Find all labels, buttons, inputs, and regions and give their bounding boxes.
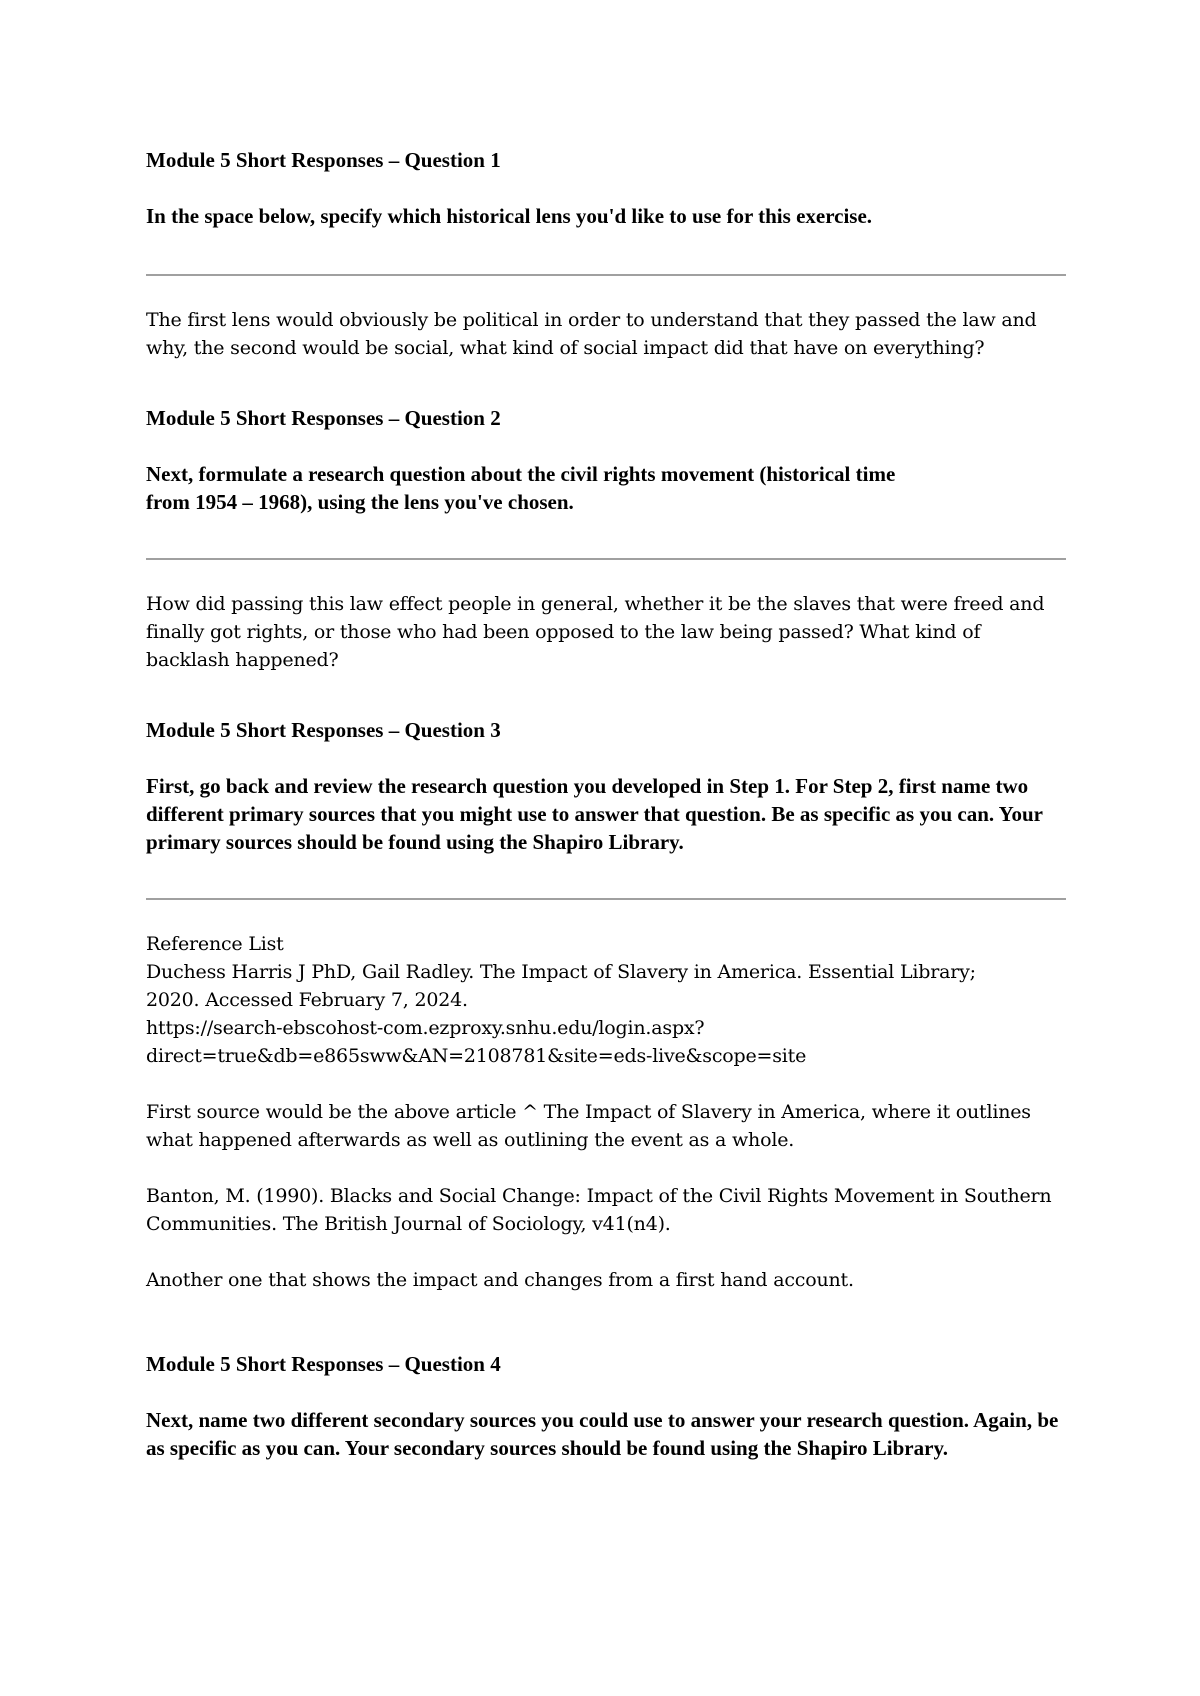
document-page <box>146 130 1066 1462</box>
reference-entry-line-2: 2020. Accessed February 7, 2024. <box>146 989 468 1011</box>
question-2-prompt-line-2: from 1954 – 1968), using the lens you've chosen. <box>146 490 574 514</box>
question-4-heading: Module 5 Short Responses – Question 4 <box>146 1352 501 1376</box>
question-3-divider <box>146 898 1066 900</box>
question-2-answer: How did passing this law effect people in general, whether it be the slaves that were freed and finally got rights, or those who had been opposed to the law being passed? What kind of backlash happened? <box>146 593 1045 671</box>
question-2-heading: Module 5 Short Responses – Question 2 <box>146 406 501 430</box>
reference-list-title: Reference List <box>146 933 284 955</box>
question-3-answer <box>146 930 1066 1294</box>
reference-entry-line-1: Duchess Harris J PhD, Gail Radley. The Impact of Slavery in America. Essential Library; <box>146 961 976 983</box>
question-3-prompt: First, go back and review the research question you developed in Step 1. For Step 2, first name two different primary sources that you might use to answer that question. Be as specific as you can. Your primary sources should be found using the Shapiro Library. <box>146 774 1043 854</box>
question-3-heading: Module 5 Short Responses – Question 3 <box>146 718 501 742</box>
question-1-answer: The first lens would obviously be political in order to understand that they passed the law and why, the second would be social, what kind of social impact did that have on everything? <box>146 309 1037 359</box>
second-source-note: Another one that shows the impact and changes from a first hand account. <box>146 1269 854 1291</box>
reference-url-line-2: direct=true&db=e865sww&AN=2108781&site=eds-live&scope=site <box>146 1045 807 1067</box>
question-4-prompt: Next, name two different secondary sources you could use to answer your research question. Again, be as specific as you can. Your secondary sources should be found using the Shapiro Library. <box>146 1408 1059 1460</box>
question-2-divider <box>146 558 1066 560</box>
question-1-prompt: In the space below, specify which historical lens you'd like to use for this exercise. <box>146 204 873 228</box>
question-1-heading: Module 5 Short Responses – Question 1 <box>146 148 501 172</box>
second-source-citation: Banton, M. (1990). Blacks and Social Change: Impact of the Civil Rights Movement in Southern Communities. The British Journal of Sociology, v41(n4). <box>146 1185 1052 1235</box>
reference-url-line-1: https://search-ebscohost-com.ezproxy.snhu.edu/login.aspx? <box>146 1017 705 1039</box>
first-source-note: First source would be the above article ^ The Impact of Slavery in America, where it outlines what happened afterwards as well as outlining the event as a whole. <box>146 1101 1031 1151</box>
question-1-divider <box>146 274 1066 276</box>
question-2-prompt <box>146 460 1066 516</box>
question-2-prompt-line-1: Next, formulate a research question about the civil rights movement (historical time <box>146 462 896 486</box>
